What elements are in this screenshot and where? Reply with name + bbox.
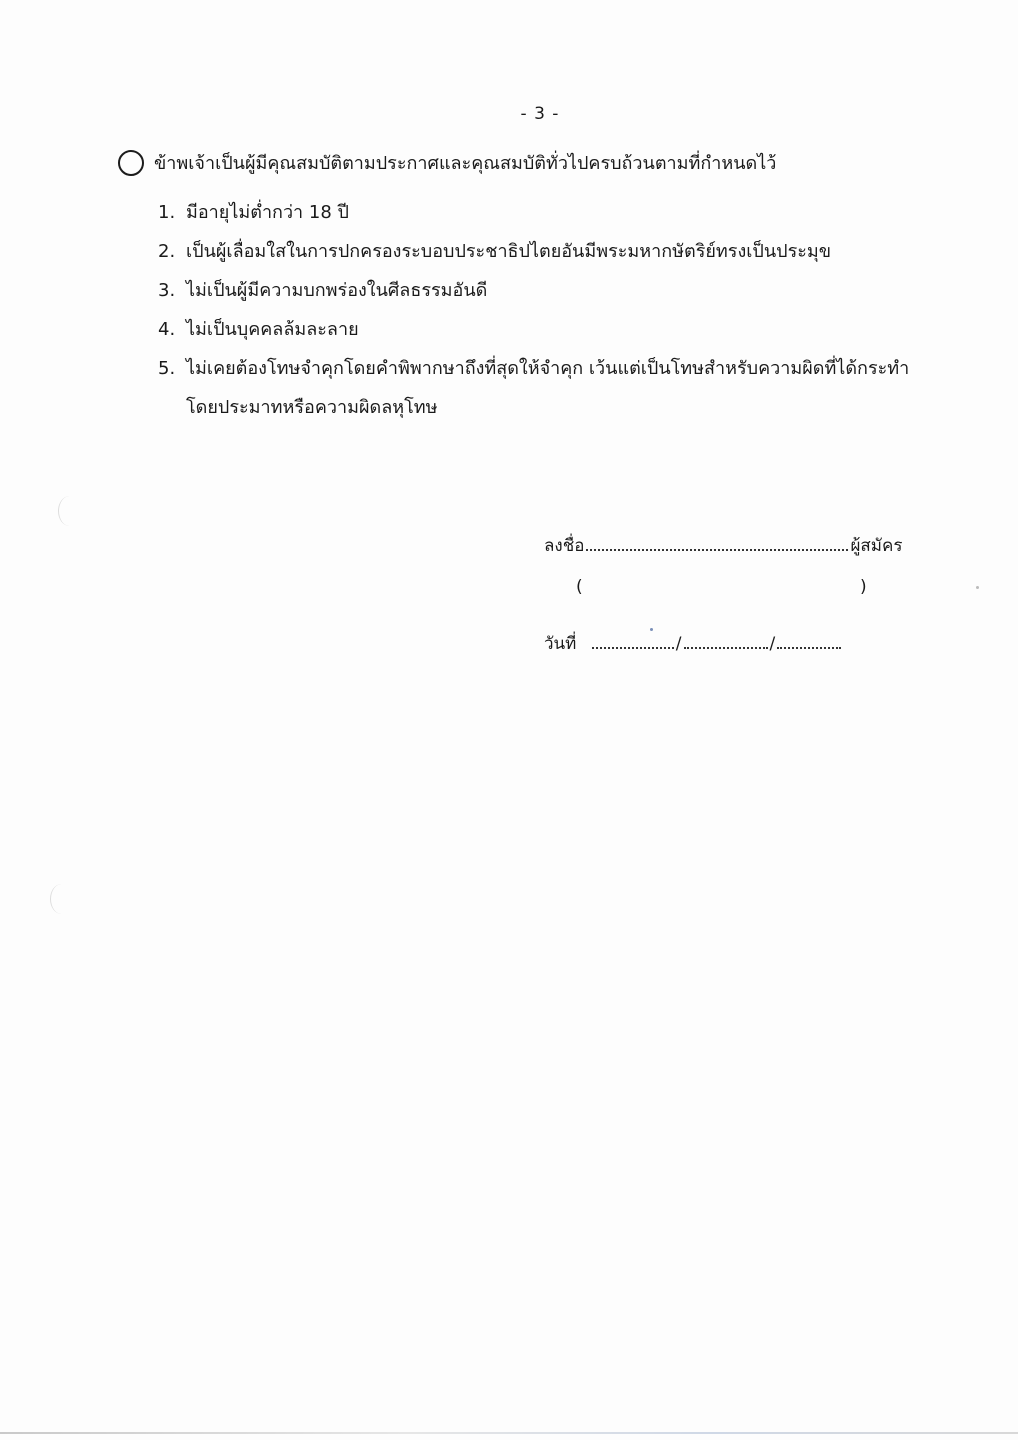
name-paren-close: )	[860, 577, 867, 597]
date-day-field[interactable]	[592, 646, 674, 649]
punch-hole-mark	[58, 496, 81, 526]
date-label: วันที่	[544, 634, 577, 654]
declaration-row	[118, 148, 978, 177]
scan-speck	[650, 628, 653, 631]
date-month-field[interactable]	[684, 646, 768, 649]
declaration-text: ข้าพเจ้าเป็นผู้มีคุณสมบัติตามประกาศและคุณสมบัติทั่วไปครบถ้วนตามที่กำหนดไว้	[154, 153, 777, 174]
list-item	[158, 232, 948, 271]
item-text: เป็นผู้เลื่อมใสในการปกครองระบอบประชาธิปไตยอันมีพระมหากษัตริย์ทรงเป็นประมุข	[186, 241, 832, 262]
item-text-line-2: โดยประมาทหรือความผิดลหุโทษ	[186, 397, 438, 418]
signature-line	[544, 532, 903, 559]
item-text-multiline	[186, 349, 948, 427]
item-number: 5.	[158, 358, 176, 379]
checkbox-circle[interactable]	[118, 150, 144, 176]
qualification-list	[158, 193, 948, 427]
item-text: ไม่เป็นผู้มีความบกพร่องในศีลธรรมอันดี	[186, 280, 488, 301]
item-number: 3.	[158, 280, 176, 301]
punch-hole-mark	[50, 884, 73, 914]
list-item	[158, 271, 948, 310]
date-separator: /	[675, 634, 682, 654]
item-text: มีอายุไม่ต่ำกว่า 18 ปี	[186, 202, 349, 223]
sign-label: ลงชื่อ	[544, 536, 585, 556]
item-text: ไม่เป็นบุคคลล้มละลาย	[186, 319, 359, 340]
list-item	[158, 310, 948, 349]
date-year-field[interactable]	[777, 646, 841, 649]
item-number: 4.	[158, 319, 176, 340]
date-separator: /	[769, 634, 776, 654]
list-item	[158, 349, 948, 427]
signature-field[interactable]	[586, 548, 848, 551]
page-number: - 3 -	[520, 104, 560, 124]
page-edge-line	[0, 1432, 1018, 1434]
item-number: 2.	[158, 241, 176, 262]
item-text-line-1: ไม่เคยต้องโทษจำคุกโดยคำพิพากษาถึงที่สุดให้จำคุก เว้นแต่เป็นโทษสำหรับความผิดที่ได้กระทำ	[186, 358, 910, 379]
list-item	[158, 193, 948, 232]
scan-speck	[976, 586, 979, 589]
date-line	[544, 630, 843, 657]
applicant-label: ผู้สมัคร	[850, 536, 903, 556]
item-number: 1.	[158, 202, 176, 223]
name-paren-open: (	[576, 577, 583, 597]
